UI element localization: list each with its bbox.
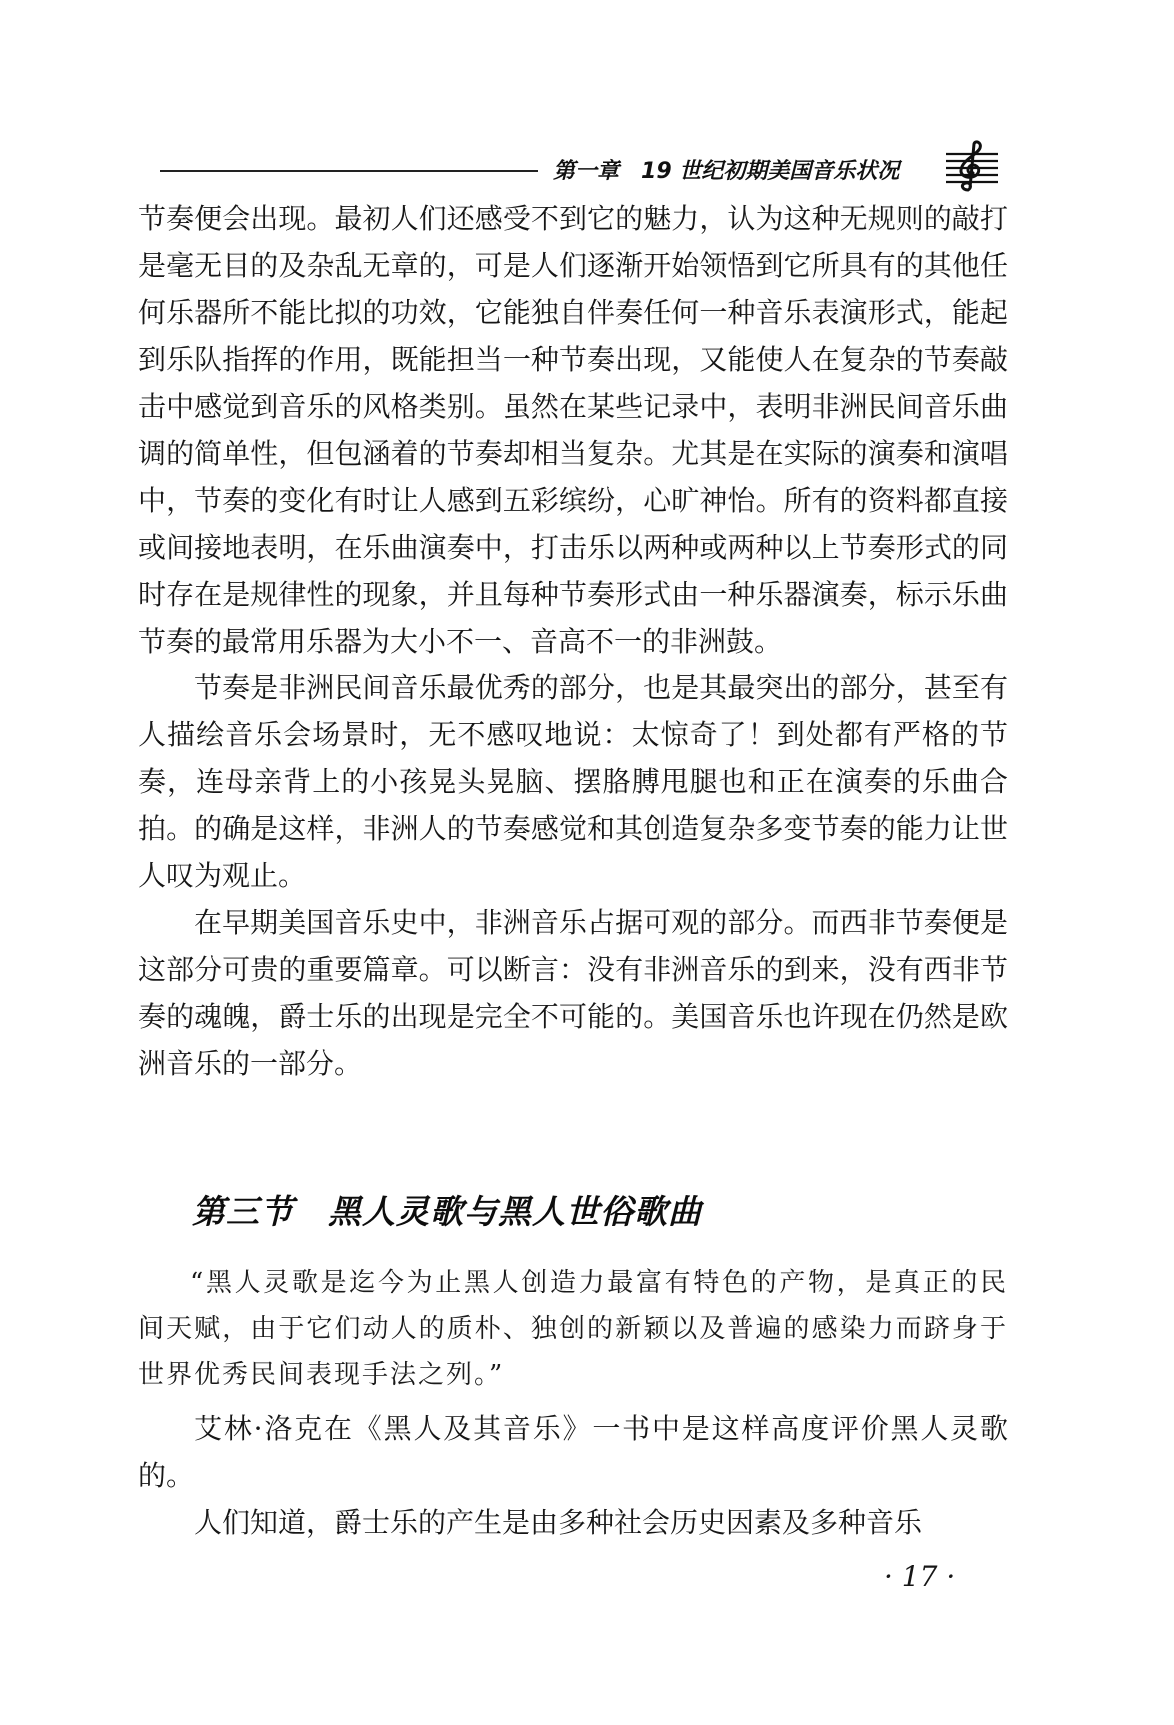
paragraph-rhythm: 节奏是非洲民间音乐最优秀的部分，也是其最突出的部分，甚至有人描绘音乐会场景时，无不感叹地说：太惊奇了！到处都有严格的节奏，连母亲背上的小孩晃头晃脑、摆胳膊甩腿也和正在演奏的乐曲合拍。的确是这样，非洲人的节奏感觉和其创造复杂多变节奏的能力让世人叹为观止。 (138, 671, 1008, 892)
paragraph-attribution: 艾林·洛克在《黑人及其音乐》一书中是这样高度评价黑人灵歌的。 (138, 1412, 1008, 1492)
section-title: 黑人灵歌与黑人世俗歌曲 (328, 1192, 702, 1231)
section-heading (192, 1186, 702, 1233)
paragraph-continued: 节奏便会出现。最初人们还感受不到它的魅力，认为这种无规则的敲打是毫无目的及杂乱无章的，可是人们逐渐开始领悟到它所具有的其他任何乐器所不能比拟的功效，它能独自伴奏任何一种音乐表演形式，能起到乐队指挥的作用，既能担当一种节奏出现，又能使人在复杂的节奏敲击中感觉到音乐的风格类别。虽然在某些记录中，表明非洲民间音乐曲调的简单性，但包涵着的节奏却相当复杂。尤其是在实际的演奏和演唱中，节奏的变化有时让人感到五彩缤纷，心旷神怡。所有的资料都直接或间接地表明，在乐曲演奏中，打击乐以两种或两种以上节奏形式的同时存在是规律性的现象，并且每种节奏形式由一种乐器演奏，标示乐曲节奏的最常用乐器为大小不一、音高不一的非洲鼓。 (138, 202, 1008, 658)
treble-clef-icon (944, 140, 1000, 192)
page-number: · 17 · (884, 1560, 956, 1593)
epigraph-quote: “黑人灵歌是迄今为止黑人创造力最富有特色的产物，是真正的民间天赋，由于它们动人的质朴、独创的新颖以及普遍的感染力而跻身于世界优秀民间表现手法之列。” (138, 1268, 1008, 1390)
chapter-label: 第一章 (553, 159, 620, 184)
header-rule (160, 170, 538, 172)
paragraph-jazz-origin: 人们知道，爵士乐的产生是由多种社会历史因素及多种音乐 (194, 1506, 923, 1539)
running-head (553, 154, 899, 185)
paragraph-early-history: 在早期美国音乐史中，非洲音乐占据可观的部分。而西非节奏便是这部分可贵的重要篇章。可以断言：没有非洲音乐的到来，没有西非节奏的魂魄，爵士乐的出现是完全不可能的。美国音乐也许现在仍然是欧洲音乐的一部分。 (138, 906, 1008, 1080)
section-number: 第三节 (192, 1192, 294, 1231)
chapter-title: 19 世纪初期美国音乐状况 (641, 159, 900, 184)
